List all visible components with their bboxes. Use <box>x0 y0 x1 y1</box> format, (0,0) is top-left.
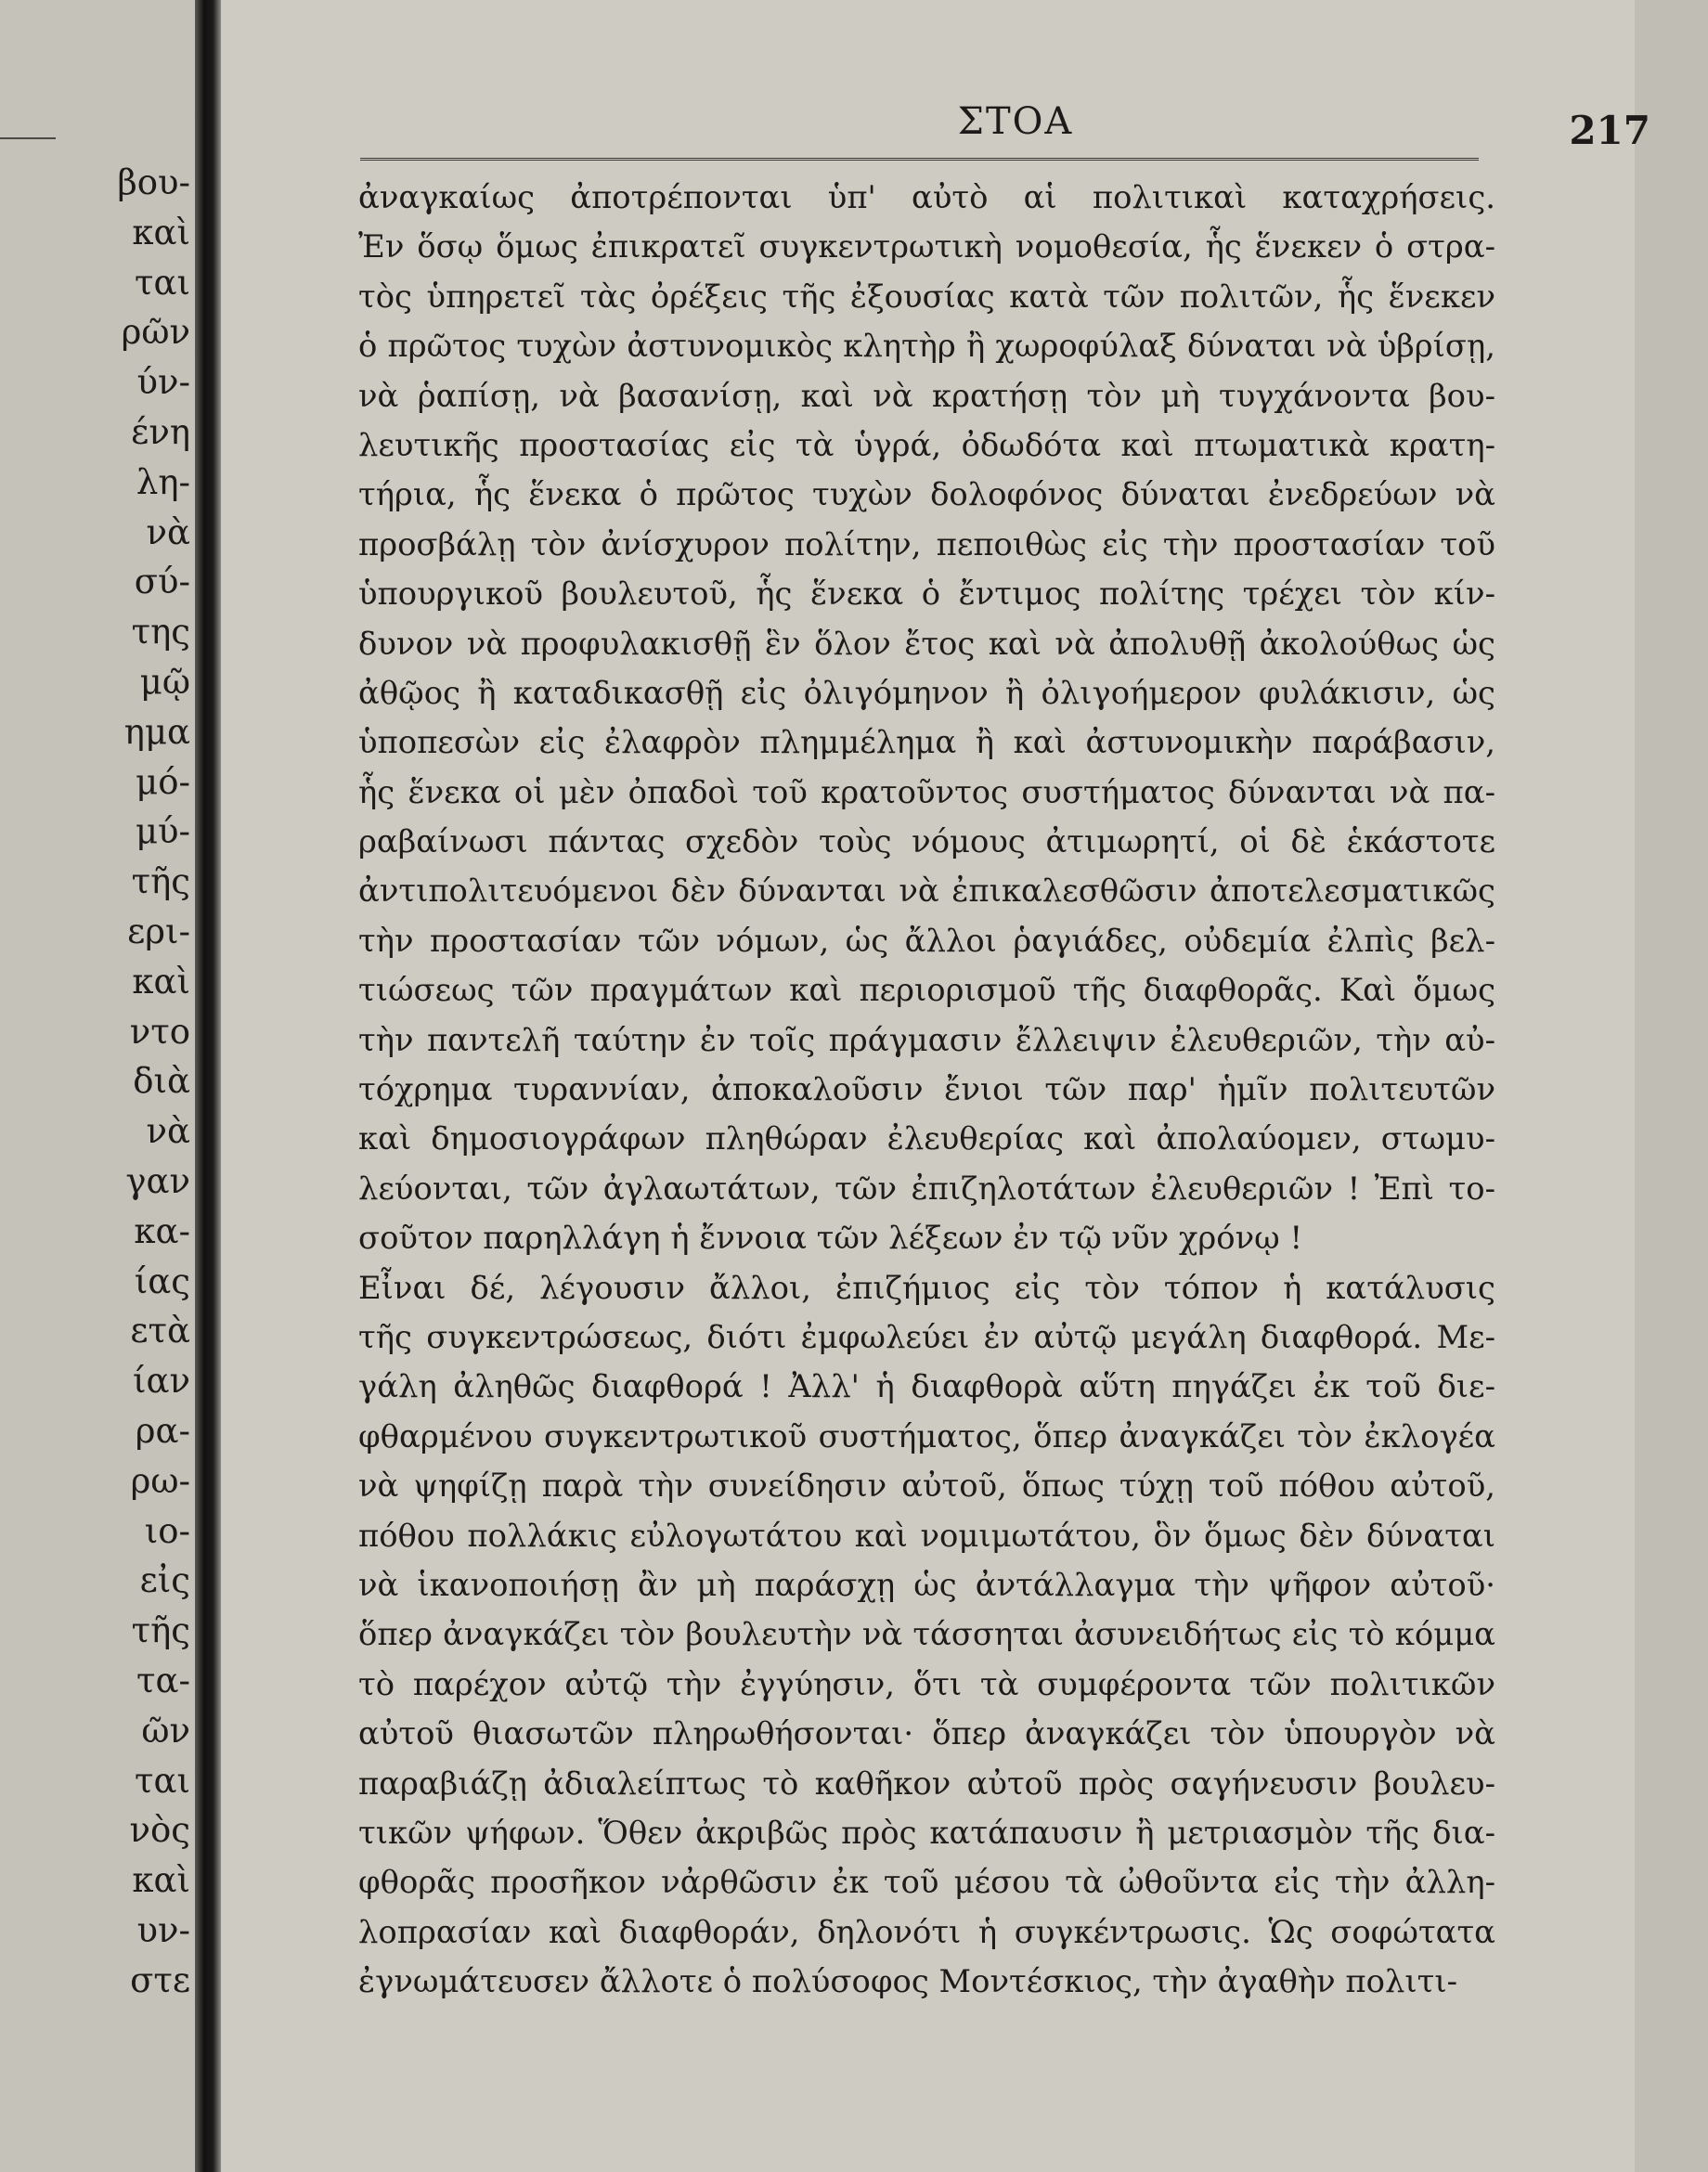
text-line: τὸ παρέχον αὐτῷ τὴν ἐγγύησιν, ὅτι τὰ συμφέροντα τῶν πολιτικῶν <box>358 1665 1495 1702</box>
left-page-fragment: ρῶν <box>121 312 190 353</box>
text-line: Εἶναι δέ, λέγουσιν ἄλλοι, ἐπιζήμιος εἰς τὸν τόπον ἡ κατάλυσις <box>358 1269 1495 1306</box>
left-page-fragment: νὸς <box>129 1810 190 1851</box>
left-page-fragment: της <box>131 612 190 653</box>
left-page-fragment: νὰ <box>146 511 190 552</box>
left-page-fragment: εἰς <box>139 1560 190 1601</box>
text-line: καὶ δημοσιογράφων πληθώραν ἐλευθερίας καὶ ἀπολαύομεν, στωμυ- <box>358 1120 1495 1157</box>
left-page-fragment: ται <box>135 1760 190 1801</box>
text-line: προσβάλῃ τὸν ἀνίσχυρον πολίτην, πεποιθὼς εἰς τὴν προστασίαν τοῦ <box>358 525 1495 562</box>
left-page-fragment: ύν- <box>136 362 190 403</box>
left-page-fragment: ίας <box>134 1261 190 1301</box>
page-number: 217 <box>1569 108 1650 153</box>
left-page-fragment: ημα <box>123 711 190 752</box>
page-title: ΣΤΟΑ <box>957 100 1074 143</box>
text-line: ἀθῷος ἢ καταδικασθῇ εἰς ὀλιγόμηνον ἢ ὀλιγοήμερον φυλάκισιν, ὡς <box>358 674 1495 711</box>
left-header-rule <box>0 137 56 139</box>
left-page-fragment: καὶ <box>132 212 190 252</box>
left-page-fragment: ίαν <box>133 1361 190 1402</box>
running-head <box>360 100 1708 156</box>
left-page-fragment: ιο- <box>144 1510 190 1551</box>
text-line: νὰ ῥαπίσῃ, νὰ βασανίσῃ, καὶ νὰ κρατήσῃ τὸν μὴ τυγχάνοντα βου- <box>358 377 1495 414</box>
text-line: γάλη ἀληθῶς διαφθορά ! Ἀλλ' ἡ διαφθορὰ αὕτη πηγάζει ἐκ τοῦ διε- <box>358 1368 1495 1405</box>
left-page-fragment: σύ- <box>134 562 190 602</box>
text-line: ἧς ἕνεκα οἱ μὲν ὀπαδοὶ τοῦ κρατοῦντος συστήματος δύνανται νὰ πα- <box>358 773 1495 810</box>
text-line: φθαρμένου συγκεντρωτικοῦ συστήματος, ὅπερ ἀναγκάζει τὸν ἐκλογέα <box>358 1417 1495 1454</box>
text-line: φθορᾶς προσῆκον νἀρθῶσιν ἐκ τοῦ μέσου τὰ ὠθοῦντα εἰς τὴν ἀλλη- <box>358 1864 1495 1901</box>
left-page-fragment: υν- <box>136 1909 190 1950</box>
text-line: τιώσεως τῶν πραγμάτων καὶ περιορισμοῦ τῆς διαφθορᾶς. Καὶ ὅμως <box>358 972 1495 1009</box>
left-page-fragment: ετὰ <box>130 1311 190 1351</box>
left-page-fragment: κα- <box>134 1210 190 1251</box>
text-line: λεύονται, τῶν ἀγλαωτάτων, τῶν ἐπιζηλοτάτων ἐλευθεριῶν ! Ἐπὶ το- <box>358 1170 1495 1207</box>
text-line: πόθου πολλάκις εὐλογωτάτου καὶ νομιμωτάτου, ὃν ὅμως δὲν δύναται <box>358 1517 1495 1554</box>
left-page-fragment: λη- <box>136 461 190 502</box>
left-page-fragment: μό- <box>136 761 190 802</box>
text-line: νὰ ψηφίζῃ παρὰ τὴν συνείδησιν αὐτοῦ, ὅπως τύχῃ τοῦ πόθου αὐτοῦ, <box>358 1467 1495 1505</box>
text-line: τῆς συγκεντρώσεως, διότι ἐμφωλεύει ἐν αὐτῷ μεγάλη διαφθορά. Με- <box>358 1318 1495 1355</box>
text-line: ὅπερ ἀναγκάζει τὸν βουλευτὴν νὰ τάσσηται ἀσυνειδήτως εἰς τὸ κόμμα <box>358 1616 1495 1653</box>
left-page-fragment: ῶν <box>141 1710 190 1751</box>
right-page <box>221 0 1650 2172</box>
text-line: τήρια, ἧς ἕνεκα ὁ πρῶτος τυχὼν δολοφόνος δύναται ἐνεδρεύων νὰ <box>358 476 1495 513</box>
left-page-fragment: νὰ <box>146 1111 190 1152</box>
left-page-fragment: ντο <box>129 1011 190 1052</box>
left-page-fragment: μῷ <box>139 661 190 702</box>
text-line: ὁ πρῶτος τυχὼν ἀστυνομικὸς κλητὴρ ἢ χωροφύλαξ δύναται νὰ ὑβρίσῃ, <box>358 328 1495 365</box>
text-line: νὰ ἱκανοποιήσῃ ἂν μὴ παράσχῃ ὡς ἀντάλλαγμα τὴν ψῆφον αὐτοῦ· <box>358 1566 1495 1603</box>
text-line: αὐτοῦ θιασωτῶν πληρωθήσονται· ὅπερ ἀναγκάζει τὸν ὑπουργὸν νὰ <box>358 1715 1495 1752</box>
text-line: Ἐν ὅσῳ ὅμως ἐπικρατεῖ συγκεντρωτικὴ νομοθεσία, ἧς ἕνεκεν ὁ στρα- <box>358 228 1495 265</box>
text-line: ἀναγκαίως ἀποτρέπονται ὑπ' αὐτὸ αἱ πολιτικαὶ καταχρήσεις. <box>358 179 1495 215</box>
text-line: τόχρημα τυραννίαν, ἀποκαλοῦσιν ἔνιοι τῶν παρ' ἡμῖν πολιτευτῶν <box>358 1071 1495 1108</box>
left-page-fragment: διὰ <box>133 1061 190 1102</box>
text-line: σοῦτον παρηλλάγη ἡ ἔννοια τῶν λέξεων ἐν τῷ νῦν χρόνῳ ! <box>358 1220 1303 1257</box>
text-line: τικῶν ψήφων. Ὅθεν ἀκριβῶς πρὸς κατάπαυσιν ἢ μετριασμὸν τῆς δια- <box>358 1814 1495 1851</box>
left-page-fragment: ερι- <box>127 911 190 951</box>
text-line: τὴν παντελῆ ταύτην ἐν τοῖς πράγμασιν ἔλλειψιν ἐλευθεριῶν, τὴν αὐ- <box>358 1021 1495 1058</box>
left-page-fragment: ται <box>135 262 190 303</box>
left-page-fragment: τα- <box>136 1660 190 1700</box>
text-line: τὴν προστασίαν τῶν νόμων, ὡς ἄλλοι ῥαγιάδες, οὐδεμία ἐλπὶς βελ- <box>358 922 1495 959</box>
text-line: λοπρασίαν καὶ διαφθοράν, δηλονότι ἡ συγκέντρωσις. Ὡς σοφώτατα <box>358 1913 1495 1950</box>
text-line: ἐγνωμάτευσεν ἄλλοτε ὁ πολύσοφος Μοντέσκιος, τὴν ἀγαθὴν πολιτι- <box>358 1963 1457 2000</box>
text-line: τὸς ὑπηρετεῖ τὰς ὀρέξεις τῆς ἐξουσίας κατὰ τῶν πολιτῶν, ἧς ἕνεκεν <box>358 278 1495 315</box>
left-page-fragment: μύ- <box>135 811 190 852</box>
text-line: παραβιάζῃ ἀδιαλείπτως τὸ καθῆκον αὐτοῦ πρὸς σαγήνευσιν βουλευ- <box>358 1765 1495 1802</box>
left-page-fragment: ρα- <box>135 1410 190 1451</box>
left-page-fragment: γαν <box>125 1160 190 1201</box>
left-page-fragment: τῆς <box>131 861 190 902</box>
text-line: δυνον νὰ προφυλακισθῇ ἓν ὅλον ἔτος καὶ νὰ ἀπολυθῇ ἀκολούθως ὡς <box>358 625 1495 662</box>
body-text <box>358 173 1495 2006</box>
text-line: ραβαίνωσι πάντας σχεδὸν τοὺς νόμους ἀτιμωρητί, οἱ δὲ ἑκάστοτε <box>358 823 1495 860</box>
text-line: ὑπουργικοῦ βουλευτοῦ, ἧς ἕνεκα ὁ ἔντιμος πολίτης τρέχει τὸν κίν- <box>358 575 1495 613</box>
left-page-fragment: βου- <box>117 162 190 202</box>
left-page-fragment: στε <box>130 1959 190 2000</box>
left-page-fragment: ρω- <box>130 1460 190 1501</box>
left-page-fragment: καὶ <box>132 961 190 1002</box>
text-line: ὑποπεσὼν εἰς ἐλαφρὸν πλημμέλημα ἢ καὶ ἀστυνομικὴν παράβασιν, <box>358 724 1495 761</box>
text-line: ἀντιπολιτευόμενοι δὲν δύνανται νὰ ἐπικαλεσθῶσιν ἀποτελεσματικῶς <box>358 873 1495 910</box>
left-page-fragments <box>0 158 190 2005</box>
left-facing-page <box>0 0 202 2172</box>
text-line: λευτικῆς προστασίας εἰς τὰ ὑγρά, ὀδωδότα καὶ πτωματικὰ κρατη- <box>358 426 1495 463</box>
left-page-fragment: ένη <box>131 411 190 452</box>
book-gutter <box>195 0 221 2172</box>
left-page-fragment: τῆς <box>131 1610 190 1651</box>
left-page-fragment: καὶ <box>132 1860 190 1901</box>
header-rule <box>360 158 1479 163</box>
